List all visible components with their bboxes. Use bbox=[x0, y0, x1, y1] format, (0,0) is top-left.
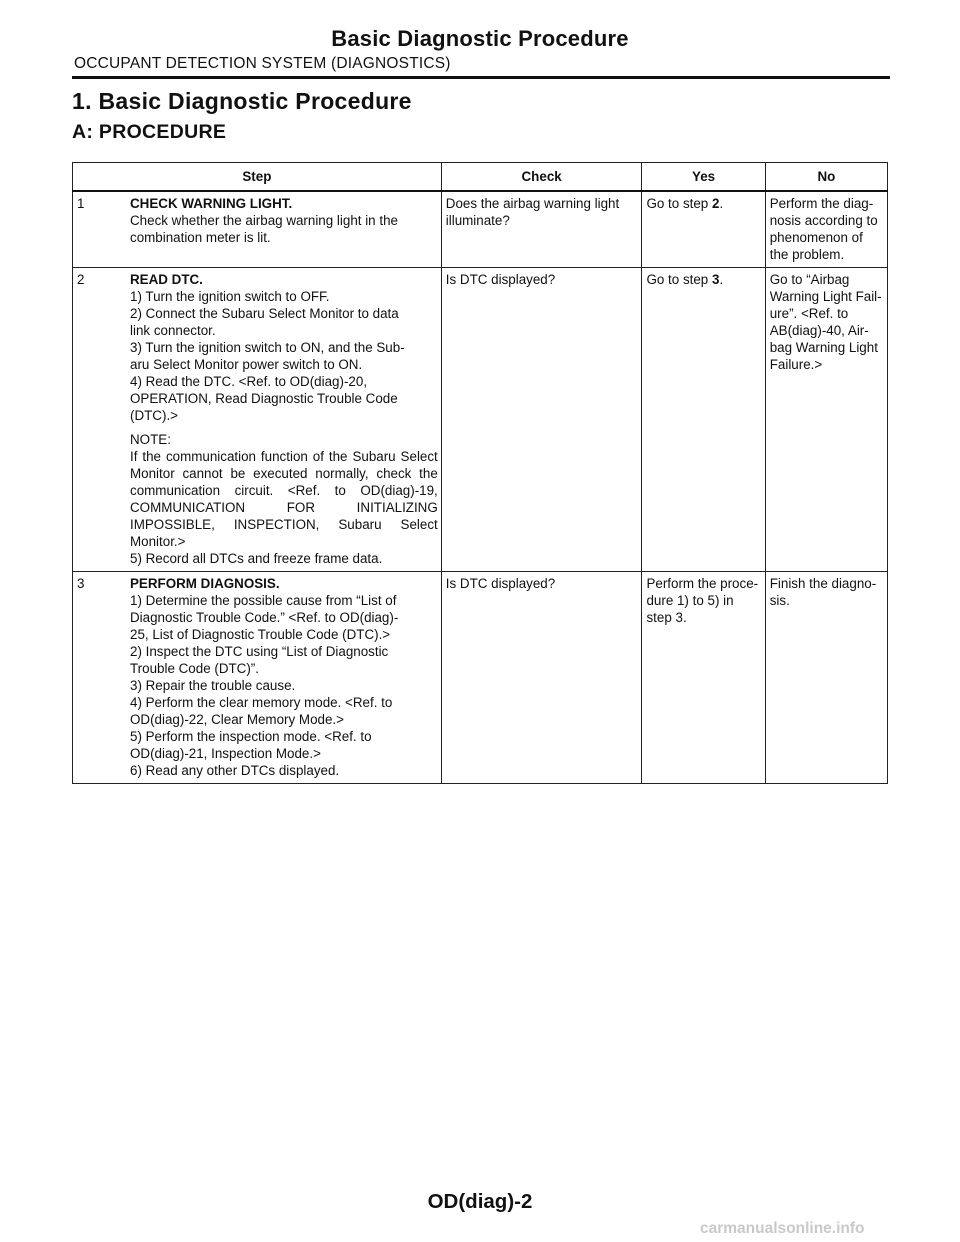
step-line: 5) Record all DTCs and freeze frame data. bbox=[130, 551, 383, 566]
step-title: PERFORM DIAGNOSIS. bbox=[130, 576, 280, 591]
yes-prefix: Go to step bbox=[646, 196, 712, 211]
page-number-footer: OD(diag)-2 bbox=[427, 1190, 533, 1213]
yes-prefix: Go to step bbox=[646, 272, 712, 287]
step-line: (DTC).> bbox=[130, 408, 178, 423]
table-row bbox=[73, 191, 888, 268]
no-cell: Go to “Airbag Warning Light Fail-ure”. <Ref. to AB(diag)-40, Air-bag Warning Light Failure.> bbox=[765, 268, 887, 572]
no-cell: Perform the diag-nosis according to phenomenon of the problem. bbox=[765, 191, 887, 268]
check-cell: Is DTC displayed? bbox=[441, 572, 642, 784]
column-header-check: Check bbox=[441, 163, 642, 192]
page-title: Basic Diagnostic Procedure bbox=[331, 26, 629, 51]
step-line: Trouble Code (DTC)”. bbox=[130, 661, 259, 676]
yes-suffix: . bbox=[719, 196, 724, 211]
header-rule bbox=[72, 76, 890, 79]
sub-heading: A: PROCEDURE bbox=[72, 121, 227, 143]
yes-cell bbox=[642, 191, 765, 268]
yes-step-ref: 2 bbox=[711, 196, 720, 211]
column-header-yes: Yes bbox=[642, 163, 765, 192]
main-heading: 1. Basic Diagnostic Procedure bbox=[72, 88, 412, 114]
step-line: 1) Determine the possible cause from “List of bbox=[130, 593, 397, 608]
step-line: link connector. bbox=[130, 323, 216, 338]
step-line: OPERATION, Read Diagnostic Trouble Code bbox=[130, 391, 398, 406]
no-cell: Finish the diagno-sis. bbox=[765, 572, 887, 784]
step-line: 4) Perform the clear memory mode. <Ref. to bbox=[130, 695, 393, 710]
step-number: 3 bbox=[77, 576, 85, 591]
watermark: carmanualsonline.info bbox=[700, 1220, 865, 1237]
step-line: aru Select Monitor power switch to ON. bbox=[130, 357, 363, 372]
note-text: If the communication function of the Subaru Select Monitor cannot be executed normally, check the communication circuit. <Ref. to OD(diag)-19, COMMUNICATION FOR INITIALIZING IMPOSSIBLE, INSPECTION, Subaru Select Monitor.> bbox=[130, 449, 438, 549]
yes-suffix: . bbox=[719, 272, 724, 287]
step-line: 2) Connect the Subaru Select Monitor to data bbox=[130, 306, 399, 321]
column-header-no: No bbox=[765, 163, 887, 192]
table-header-row bbox=[73, 163, 888, 192]
step-line: Check whether the airbag warning light in the bbox=[130, 213, 398, 228]
step-line: 3) Repair the trouble cause. bbox=[130, 678, 296, 693]
check-cell: Does the airbag warning light illuminate? bbox=[441, 191, 642, 268]
step-line: Diagnostic Trouble Code.” <Ref. to OD(diag)- bbox=[130, 610, 399, 625]
step-line: 3) Turn the ignition switch to ON, and the Sub- bbox=[130, 340, 405, 355]
step-line: combination meter is lit. bbox=[130, 230, 271, 245]
procedure-table bbox=[72, 162, 888, 784]
yes-cell: Perform the proce-dure 1) to 5) in step 3. bbox=[642, 572, 765, 784]
yes-cell bbox=[642, 268, 765, 572]
step-line: 25, List of Diagnostic Trouble Code (DTC).> bbox=[130, 627, 391, 642]
step-cell bbox=[73, 268, 442, 572]
step-line: OD(diag)-21, Inspection Mode.> bbox=[130, 746, 321, 761]
step-number: 2 bbox=[77, 272, 85, 287]
note-label: NOTE: bbox=[130, 432, 171, 447]
check-cell: Is DTC displayed? bbox=[441, 268, 642, 572]
step-number: 1 bbox=[77, 196, 85, 211]
step-line: 2) Inspect the DTC using “List of Diagnostic bbox=[130, 644, 389, 659]
step-cell bbox=[73, 191, 442, 268]
step-cell bbox=[73, 572, 442, 784]
step-title: CHECK WARNING LIGHT. bbox=[130, 196, 293, 211]
step-line: 5) Perform the inspection mode. <Ref. to bbox=[130, 729, 372, 744]
step-line: 4) Read the DTC. <Ref. to OD(diag)-20, bbox=[130, 374, 368, 389]
yes-step-ref: 3 bbox=[711, 272, 720, 287]
step-title: READ DTC. bbox=[130, 272, 203, 287]
step-line: 6) Read any other DTCs displayed. bbox=[130, 763, 340, 778]
table-row bbox=[73, 572, 888, 784]
table-row bbox=[73, 268, 888, 572]
section-subtitle: OCCUPANT DETECTION SYSTEM (DIAGNOSTICS) bbox=[74, 55, 451, 72]
column-header-step: Step bbox=[73, 163, 442, 192]
step-line: OD(diag)-22, Clear Memory Mode.> bbox=[130, 712, 344, 727]
step-line: 1) Turn the ignition switch to OFF. bbox=[130, 289, 330, 304]
